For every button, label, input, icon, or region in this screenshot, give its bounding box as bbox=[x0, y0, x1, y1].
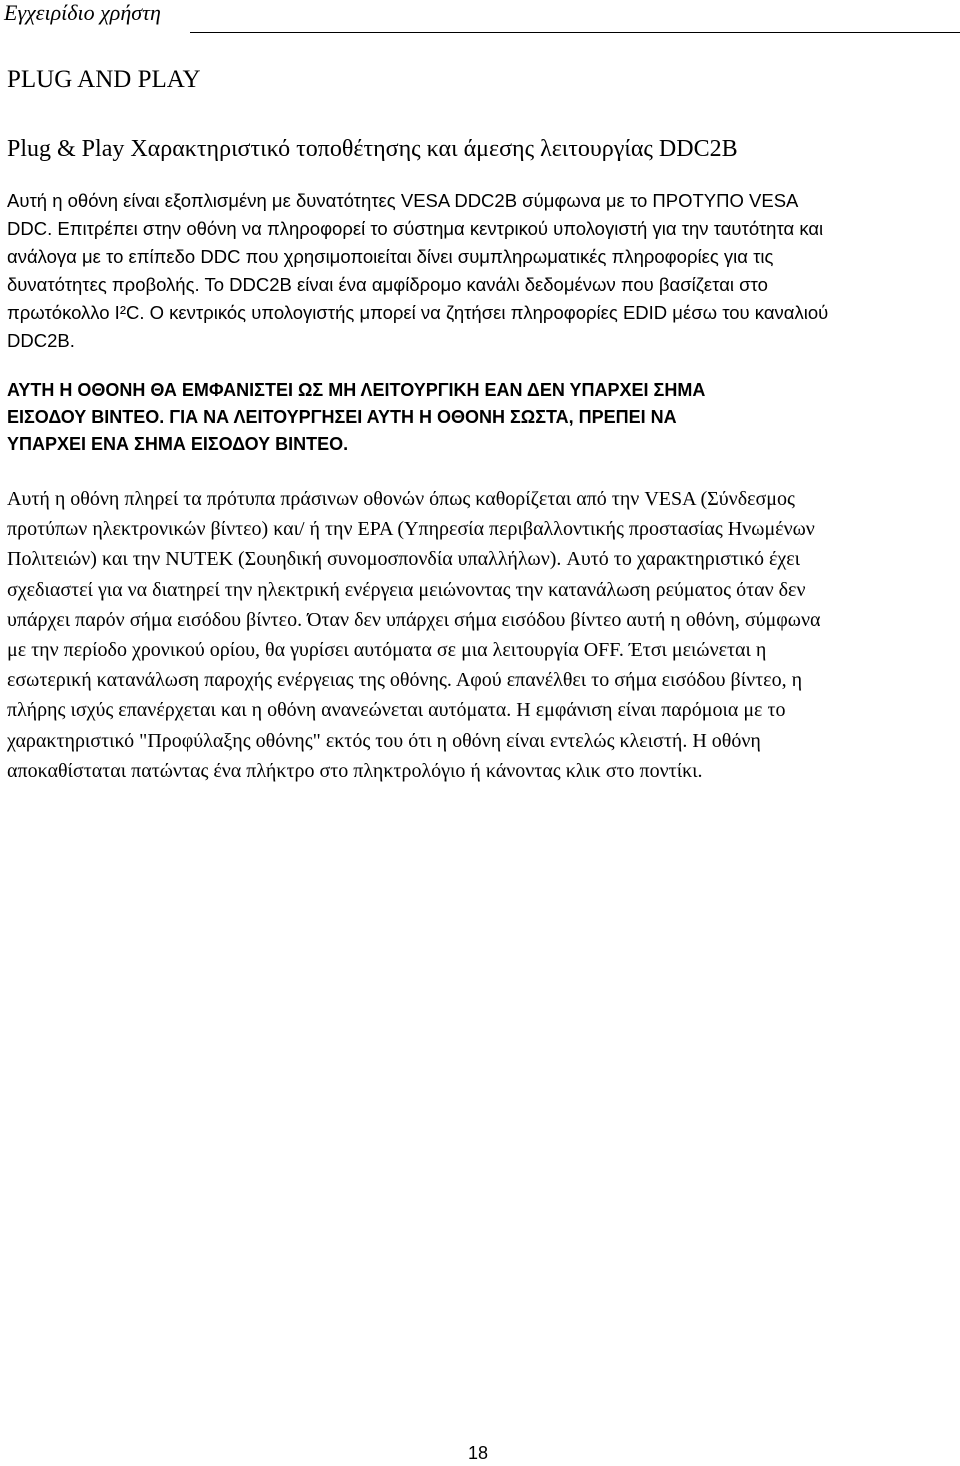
page-header bbox=[0, 0, 960, 34]
power-saving-paragraph bbox=[7, 484, 957, 786]
ddc2b-paragraph bbox=[7, 187, 957, 355]
paragraph-line: προτύπων ηλεκτρονικών βίντεο) και/ ή την EPA (Υπηρεσία περιβαλλοντικής προστασίας Ηνωμένων bbox=[7, 518, 815, 541]
paragraph-line: εσωτερική κατανάλωση παροχής ενέργειας της οθόνης. Αφού επανέλθει το σήμα εισόδου βίντεο, η bbox=[7, 669, 803, 692]
paragraph-line: υπάρχει παρόν σήμα εισόδου βίντεο. Όταν δεν υπάρχει σήμα εισόδου βίντεο αυτή η οθόνη, σύμφωνα bbox=[7, 608, 821, 631]
header-divider bbox=[190, 32, 960, 33]
paragraph-line: Πολιτειών) και την NUTEK (Σουηδική συνομοσπονδία υπαλλήλων). Αυτό το χαρακτηριστικό έχει bbox=[7, 548, 801, 571]
paragraph-line: DDC. Επιτρέπει στην οθόνη να πληροφορεί το σύστημα κεντρικού υπολογιστή για την ταυτότητα και bbox=[7, 218, 824, 239]
warning-line: ΥΠΑΡΧΕΙ ΕΝΑ ΣΗΜΑ ΕΙΣΟΔΟΥ ΒΙΝΤΕΟ. bbox=[7, 434, 349, 454]
paragraph-line: πρωτόκολλο I²C. Ο κεντρικός υπολογιστής μπορεί να ζητήσει πληροφορίες EDID μέσω του καναλιού bbox=[7, 302, 829, 323]
paragraph-line: δυνατότητες προβολής. Το DDC2B είναι ένα αμφίδρομο κανάλι δεδομένων που βασίζεται στο bbox=[7, 274, 768, 295]
paragraph-line: Αυτή η οθόνη είναι εξοπλισμένη με δυνατότητες VESA DDC2B σύμφωνα με το ΠΡΟΤΥΠΟ VESA bbox=[7, 190, 799, 211]
warning-paragraph bbox=[7, 377, 957, 458]
page-number: 18 bbox=[468, 1443, 489, 1463]
warning-line: ΑΥΤΗ Η ΟΘΟΝΗ ΘΑ ΕΜΦΑΝΙΣΤΕΙ ΩΣ ΜΗ ΛΕΙΤΟΥΡΓΙΚΗ ΕΑΝ ΔΕΝ ΥΠΑΡΧΕΙ ΣΗΜΑ bbox=[7, 380, 706, 400]
subsection-title: Plug & Play Χαρακτηριστικό τοποθέτησης και άμεσης λειτουργίας DDC2B bbox=[7, 136, 738, 162]
section-title: PLUG AND PLAY bbox=[7, 66, 201, 93]
paragraph-line: DDC2B. bbox=[7, 330, 75, 351]
warning-line: ΕΙΣΟΔΟΥ ΒΙΝΤΕΟ. ΓΙΑ ΝΑ ΛΕΙΤΟΥΡΓΗΣΕΙ ΑΥΤΗ Η ΟΘΟΝΗ ΣΩΣΤΑ, ΠΡΕΠΕΙ ΝΑ bbox=[7, 407, 677, 427]
paragraph-line: αποκαθίσταται πατώντας ένα πλήκτρο στο πληκτρολόγιο ή κάνοντας κλικ στο ποντίκι. bbox=[7, 759, 703, 782]
paragraph-line: πλήρης ισχύς επανέρχεται και η οθόνη ανανεώνεται αυτόματα. Η εμφάνιση είναι παρόμοια με το bbox=[7, 699, 786, 722]
paragraph-line: με την περίοδο χρονικού ορίου, θα γυρίσει αυτόματα σε μια λειτουργία OFF. Έτσι μειώνεται η bbox=[7, 639, 767, 662]
paragraph-line: ανάλογα με το επίπεδο DDC που χρησιμοποιείται δίνει συμπληρωματικές πληροφορίες για τις bbox=[7, 246, 774, 267]
paragraph-line: σχεδιαστεί για να διατηρεί την ηλεκτρική ενέργεια μειώνοντας την κατανάλωση ρεύματος όταν δεν bbox=[7, 578, 806, 601]
manual-title: Εγχειρίδιο χρήστη bbox=[4, 0, 161, 25]
paragraph-line: χαρακτηριστικό "Προφύλαξης οθόνης" εκτός του ότι η οθόνη είναι εντελώς κλειστή. Η οθόνη bbox=[7, 729, 761, 752]
paragraph-line: Αυτή η οθόνη πληρεί τα πρότυπα πράσινων οθονών όπως καθορίζεται από την VESA (Σύνδεσμος bbox=[7, 488, 795, 510]
